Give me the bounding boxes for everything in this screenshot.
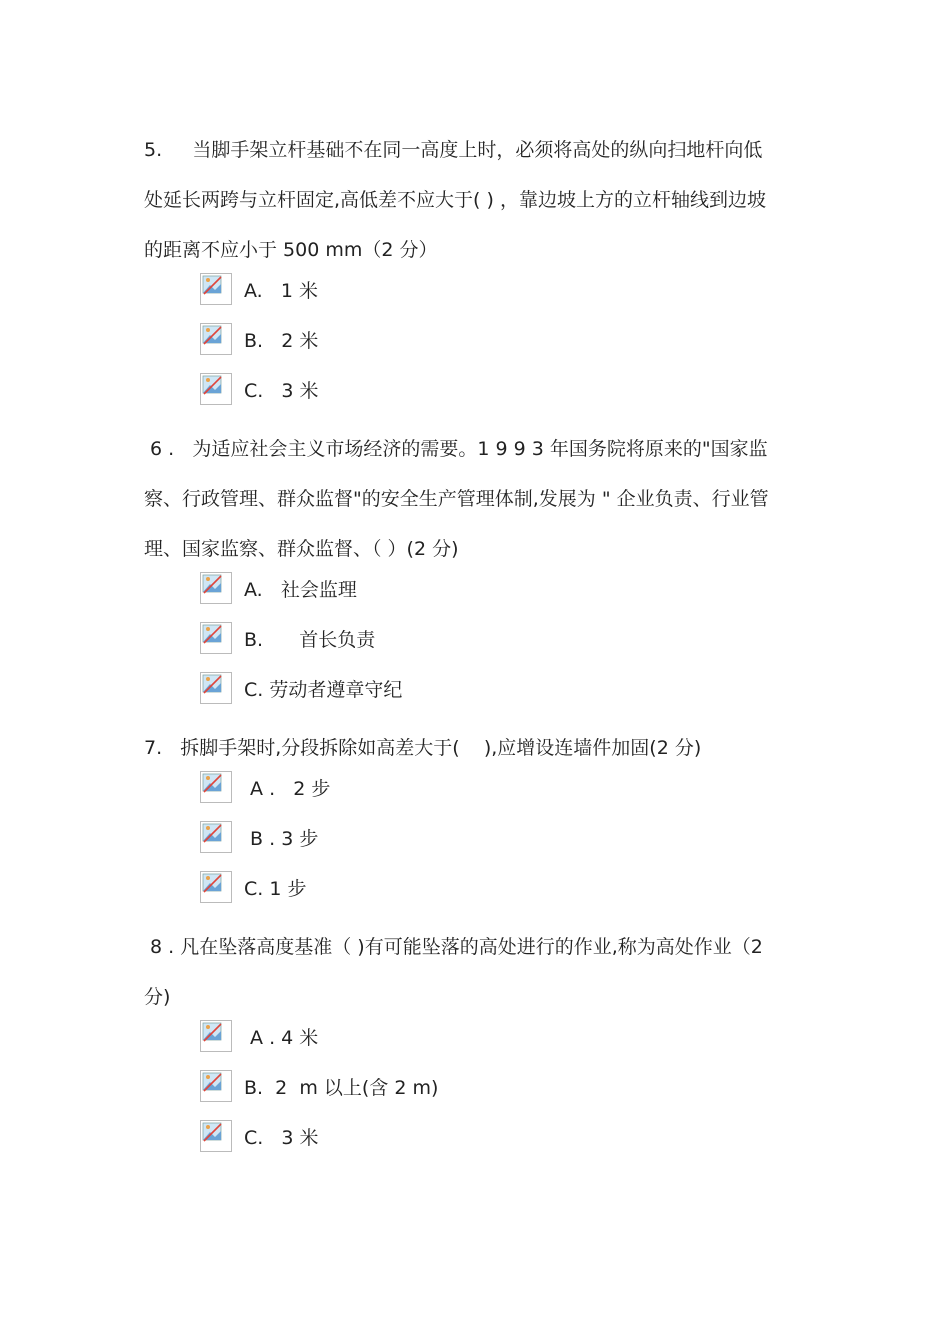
broken-image-icon xyxy=(200,771,232,803)
question-text-line: 8 . 凡在坠落高度基准（ )有可能坠落的高处进行的作业,称为高处作业（2 xyxy=(144,936,763,958)
option-label: A. 1 米 xyxy=(244,279,318,302)
broken-image-icon xyxy=(200,373,232,405)
broken-image-icon xyxy=(200,273,232,305)
broken-image-icon xyxy=(200,672,232,704)
broken-image-icon xyxy=(200,323,232,355)
option-b[interactable] xyxy=(200,322,318,356)
option-label: C. 3 米 xyxy=(244,379,319,402)
option-c[interactable] xyxy=(200,372,319,406)
option-label: B. 2 米 xyxy=(244,329,319,352)
option-label: A . 2 步 xyxy=(244,777,331,800)
question-text-line: 5. 当脚手架立杆基础不在同一高度上时，必须将高处的纵向扫地杆向低 xyxy=(144,139,763,161)
question-text-line: 7. 拆脚手架时,分段拆除如高差大于( ),应增设连墙件加固(2 分) xyxy=(144,737,702,759)
broken-image-icon xyxy=(200,821,232,853)
option-label: C. 3 米 xyxy=(244,1126,319,1149)
option-a[interactable] xyxy=(200,770,330,804)
option-b[interactable] xyxy=(200,820,318,854)
question-text-line: 分) xyxy=(144,986,171,1008)
option-label: B. 首长负责 xyxy=(244,628,376,651)
option-a[interactable] xyxy=(200,1019,318,1053)
question-text-line: 理、国家监察、群众监督、（ ）(2 分) xyxy=(144,538,459,560)
option-label: A. 社会监理 xyxy=(244,578,357,601)
broken-image-icon xyxy=(200,572,232,604)
broken-image-icon xyxy=(200,1020,232,1052)
option-label: B. 2 m 以上(含 2 m) xyxy=(244,1076,439,1099)
option-label: C. 1 步 xyxy=(244,877,307,900)
question-text-line: 察、行政管理、群众监督"的安全生产管理体制,发展为 " 企业负责、行业管 xyxy=(144,488,769,510)
broken-image-icon xyxy=(200,1070,232,1102)
question-text-line: 的距离不应小于 500 mm（2 分） xyxy=(144,239,438,261)
broken-image-icon xyxy=(200,871,232,903)
option-label: B . 3 步 xyxy=(244,827,319,850)
broken-image-icon xyxy=(200,1120,232,1152)
option-label: C. 劳动者遵章守纪 xyxy=(244,678,403,701)
broken-image-icon xyxy=(200,622,232,654)
question-text-line: 6 . 为适应社会主义市场经济的需要。1 9 9 3 年国务院将原来的"国家监 xyxy=(144,438,768,460)
option-c[interactable] xyxy=(200,1119,319,1153)
option-c[interactable] xyxy=(200,870,306,904)
option-label: A . 4 米 xyxy=(244,1026,319,1049)
option-a[interactable] xyxy=(200,571,357,605)
option-b[interactable] xyxy=(200,1069,438,1103)
question-text-line: 处延长两跨与立杆固定,高低差不应大于( ) ，靠边坡上方的立杆轴线到边坡 xyxy=(144,189,766,211)
option-c[interactable] xyxy=(200,671,402,705)
option-b[interactable] xyxy=(200,621,375,655)
option-a[interactable] xyxy=(200,272,318,306)
